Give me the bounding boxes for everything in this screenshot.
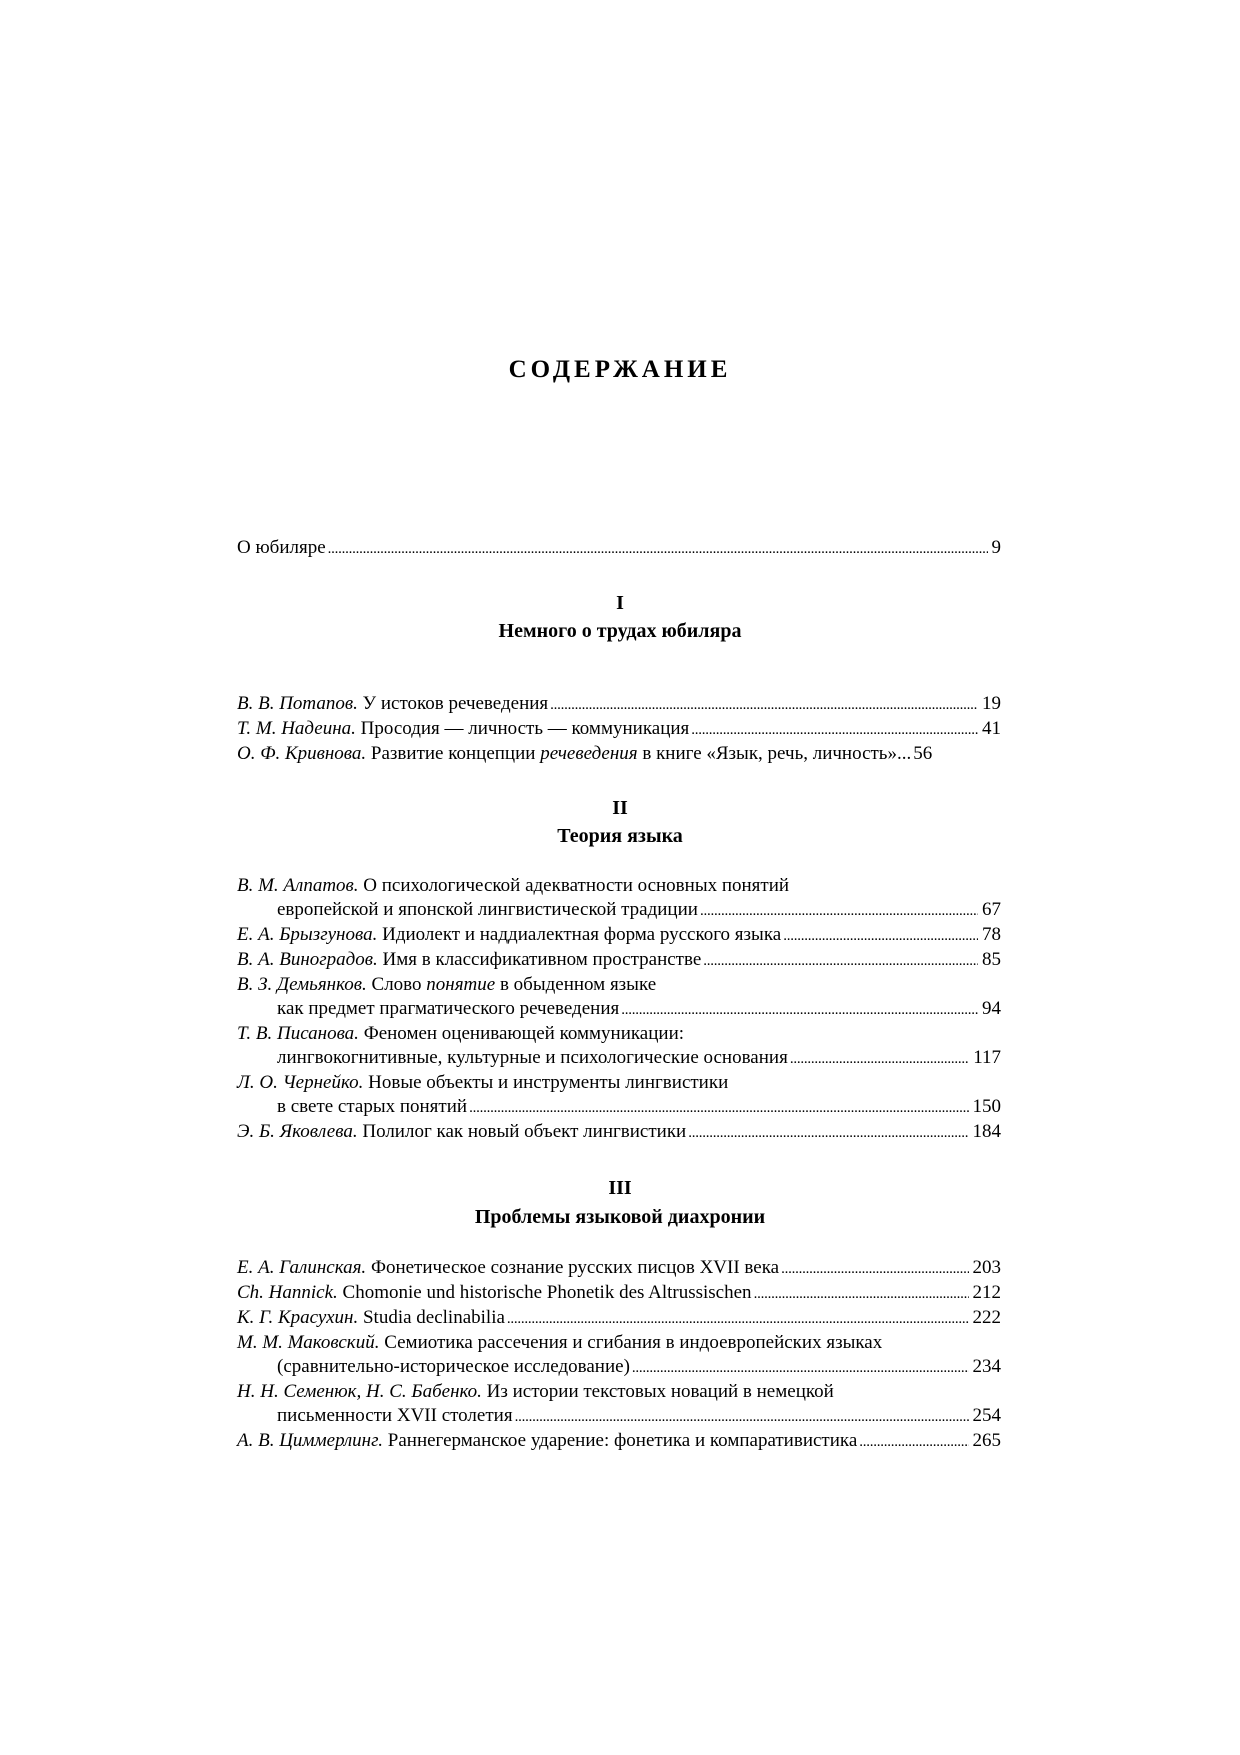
page-title: СОДЕРЖАНИЕ [508,356,732,383]
page-number: 9 [991,537,1001,558]
entry-author: Е. А. Галинская. [237,1257,367,1278]
dot-leader [703,948,978,973]
toc-entry [237,973,1001,997]
toc-entry [237,742,1001,766]
entry-author: Н. Н. Семенюк, Н. С. Бабенко. [237,1381,482,1402]
dot-leader [550,692,978,717]
toc-entry [237,692,1001,717]
toc-section-1 [237,692,1001,766]
toc-entry [237,1120,1001,1145]
section-title: Теория языка [557,825,683,847]
entry-title: Studia declinabilia [362,1307,505,1328]
page-number: 67 [982,899,1001,920]
section-numeral: I [616,592,624,614]
entry-title: Имя в классификативном пространстве [382,949,702,970]
page-number: 85 [982,949,1001,970]
entry-title: Развитие концепции [370,743,536,764]
entry-title: (сравнительно-историческое исследование) [277,1356,630,1377]
entry-title: в книге «Язык, речь, личность»... [642,743,912,764]
dot-leader [754,1281,969,1306]
dot-leader [688,1120,968,1145]
dot-leader [859,1429,968,1454]
entry-author: М. М. Маковский. [237,1332,380,1353]
entry-author: Э. Б. Яковлева. [237,1121,358,1142]
page-number: 41 [982,718,1001,739]
section-numeral: III [608,1177,632,1199]
entry-title: как предмет прагматического речеведения [277,998,620,1019]
entry-author: В. З. Демьянков. [237,974,367,995]
dot-leader [515,1404,969,1429]
entry-author: А. В. Циммерлинг. [237,1430,384,1451]
entry-title: в свете старых понятий [277,1096,468,1117]
entry-author: Т. М. Надеина. [237,718,356,739]
toc-entry [237,1429,1001,1454]
toc-section-3 [237,1256,1001,1454]
toc-entry [237,1380,1001,1404]
dot-leader [691,717,978,742]
entry-title: Полилог как новый объект лингвистики [362,1121,687,1142]
entry-title: Из истории текстовых новаций в немецкой [486,1381,834,1402]
entry-author: В. М. Алпатов. [237,875,359,896]
entry-author: Ch. Hannick. [237,1282,338,1303]
toc-entry [237,1331,1001,1355]
entry-title: Фонетическое сознание русских писцов XVII века [370,1257,780,1278]
toc-entry [237,1256,1001,1281]
toc-section-2 [237,874,1001,1145]
entry-title: Новые объекты и инструменты лингвистики [368,1072,729,1093]
page-number: 212 [972,1282,1001,1303]
page-number: 184 [972,1121,1001,1142]
entry-title: письменности XVII столетия [277,1405,513,1426]
entry-author: В. В. Потапов. [237,693,358,714]
toc-entry [237,1071,1001,1095]
dot-leader [790,1046,969,1071]
entry-title: в обыденном языке [499,974,657,995]
entry-title: Chomonie und historische Phonetik des Altrussischen [342,1282,752,1303]
entry-author: Е. А. Брызгунова. [237,924,378,945]
page-number: 117 [973,1047,1001,1068]
page-number: 78 [982,924,1001,945]
entry-author: В. А. Виноградов. [237,949,378,970]
toc-entry-continuation [237,1355,1001,1380]
entry-title: Слово [371,974,422,995]
toc-entry [237,1281,1001,1306]
toc-entry-continuation [237,898,1001,923]
entry-author: Т. В. Писанова. [237,1023,359,1044]
entry-title: О психологической адекватности основных понятий [363,875,790,896]
entry-title: У истоков речеведения [362,693,549,714]
page-number: 254 [972,1405,1001,1426]
entry-title: Феномен оценивающей коммуникации: [363,1023,685,1044]
toc-entry-continuation [237,1046,1001,1071]
entry-author: О. Ф. Кривнова. [237,743,367,764]
entry-title: лингвокогнитивные, культурные и психологические основания [277,1047,788,1068]
entry-author: К. Г. Красухин. [237,1307,359,1328]
entry-author: Л. О. Чернейко. [237,1072,364,1093]
toc-entry [237,1306,1001,1331]
toc-entry-continuation [237,1404,1001,1429]
entry-title: европейской и японской лингвистической традиции [277,899,698,920]
dot-leader [781,1256,968,1281]
section-title: Проблемы языковой диахронии [474,1206,766,1228]
entry-title: Семиотика рассечения и сгибания в индоевропейских языках [384,1332,883,1353]
toc-entry [237,874,1001,898]
entry-title-italic: понятие [426,974,496,995]
toc-entry [237,948,1001,973]
dot-leader [783,923,978,948]
page-number: 222 [972,1307,1001,1328]
page-number: 94 [982,998,1001,1019]
page-number: 203 [972,1257,1001,1278]
entry-title: О юбиляре [237,537,326,558]
page-number: 150 [972,1096,1001,1117]
entry-title: Раннегерманское ударение: фонетика и компаративистика [387,1430,858,1451]
page-number: 265 [972,1430,1001,1451]
entry-title: Идиолект и наддиалектная форма русского языка [382,924,782,945]
toc-entry [237,923,1001,948]
page-number: 19 [982,693,1001,714]
dot-leader [621,997,978,1022]
entry-title: Просодия — личность — коммуникация [360,718,690,739]
dot-leader [469,1095,968,1120]
page-number: 234 [972,1356,1001,1377]
toc-entry [237,536,1001,561]
toc-entry [237,717,1001,742]
toc-entry-continuation [237,997,1001,1022]
dot-leader [700,898,978,923]
toc-entry-continuation [237,1095,1001,1120]
entry-title-italic: речеведения [540,743,638,764]
section-title: Немного о трудах юбиляра [498,620,742,642]
dot-leader [328,536,988,561]
section-numeral: II [612,797,628,819]
dot-leader [632,1355,969,1380]
toc-intro [237,536,1001,561]
toc-entry [237,1022,1001,1046]
page-number: 56 [913,743,933,764]
dot-leader [507,1306,969,1331]
